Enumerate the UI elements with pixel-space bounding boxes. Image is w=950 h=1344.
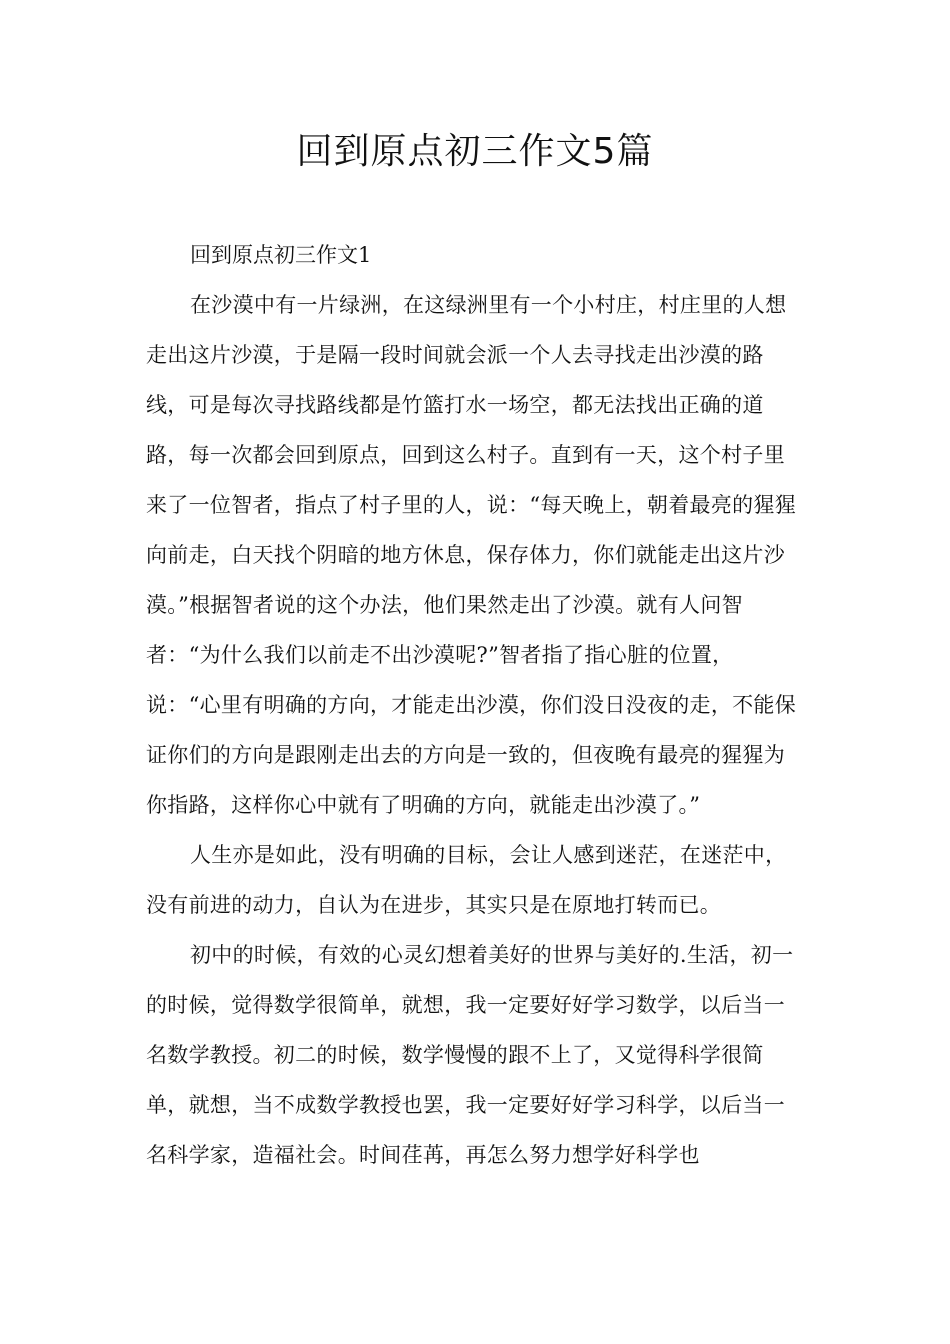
paragraph: 人生亦是如此，没有明确的目标，会让人感到迷茫，在迷茫中，没有前进的动力，自认为在进步，其实只是在原地打转而已。 [146,843,787,917]
document-body [146,230,806,1180]
document-title: 回到原点初三作文5篇 [296,131,654,172]
paragraph: 初中的时候，有效的心灵幻想着美好的世界与美好的.生活，初一的时候，觉得数学很简单，就想，我一定要好好学习数学，以后当一名数学教授。初二的时候，数学慢慢的跟不上了，又觉得科学很简单，就想，当不成数学教授也罢，我一定要好好学习科学，以后当一名科学家，造福社会。时间荏苒，再怎么努力想学好科学也 [146,943,794,1167]
section-heading: 回到原点初三作文1 [190,243,372,267]
paragraph: 在沙漠中有一片绿洲，在这绿洲里有一个小村庄，村庄里的人想走出这片沙漠，于是隔一段时间就会派一个人去寻找走出沙漠的路线，可是每次寻找路线都是竹篮打水一场空，都无法找出正确的道路，每一次都会回到原点，回到这么村子。直到有一天，这个村子里来了一位智者，指点了村子里的人，说：“每天晚上，朝着最亮的猩猩向前走，白天找个阴暗的地方休息，保存体力，你们就能走出这片沙漠。”根据智者说的这个办法，他们果然走出了沙漠。就有人问智者：“为什么我们以前走不出沙漠呢?”智者指了指心脏的位置，说：“心里有明确的方向，才能走出沙漠，你们没日没夜的走，不能保证你们的方向是跟刚走出去的方向是一致的，但夜晚有最亮的猩猩为你指路，这样你心中就有了明确的方向，就能走出沙漠了。” [146,293,797,817]
